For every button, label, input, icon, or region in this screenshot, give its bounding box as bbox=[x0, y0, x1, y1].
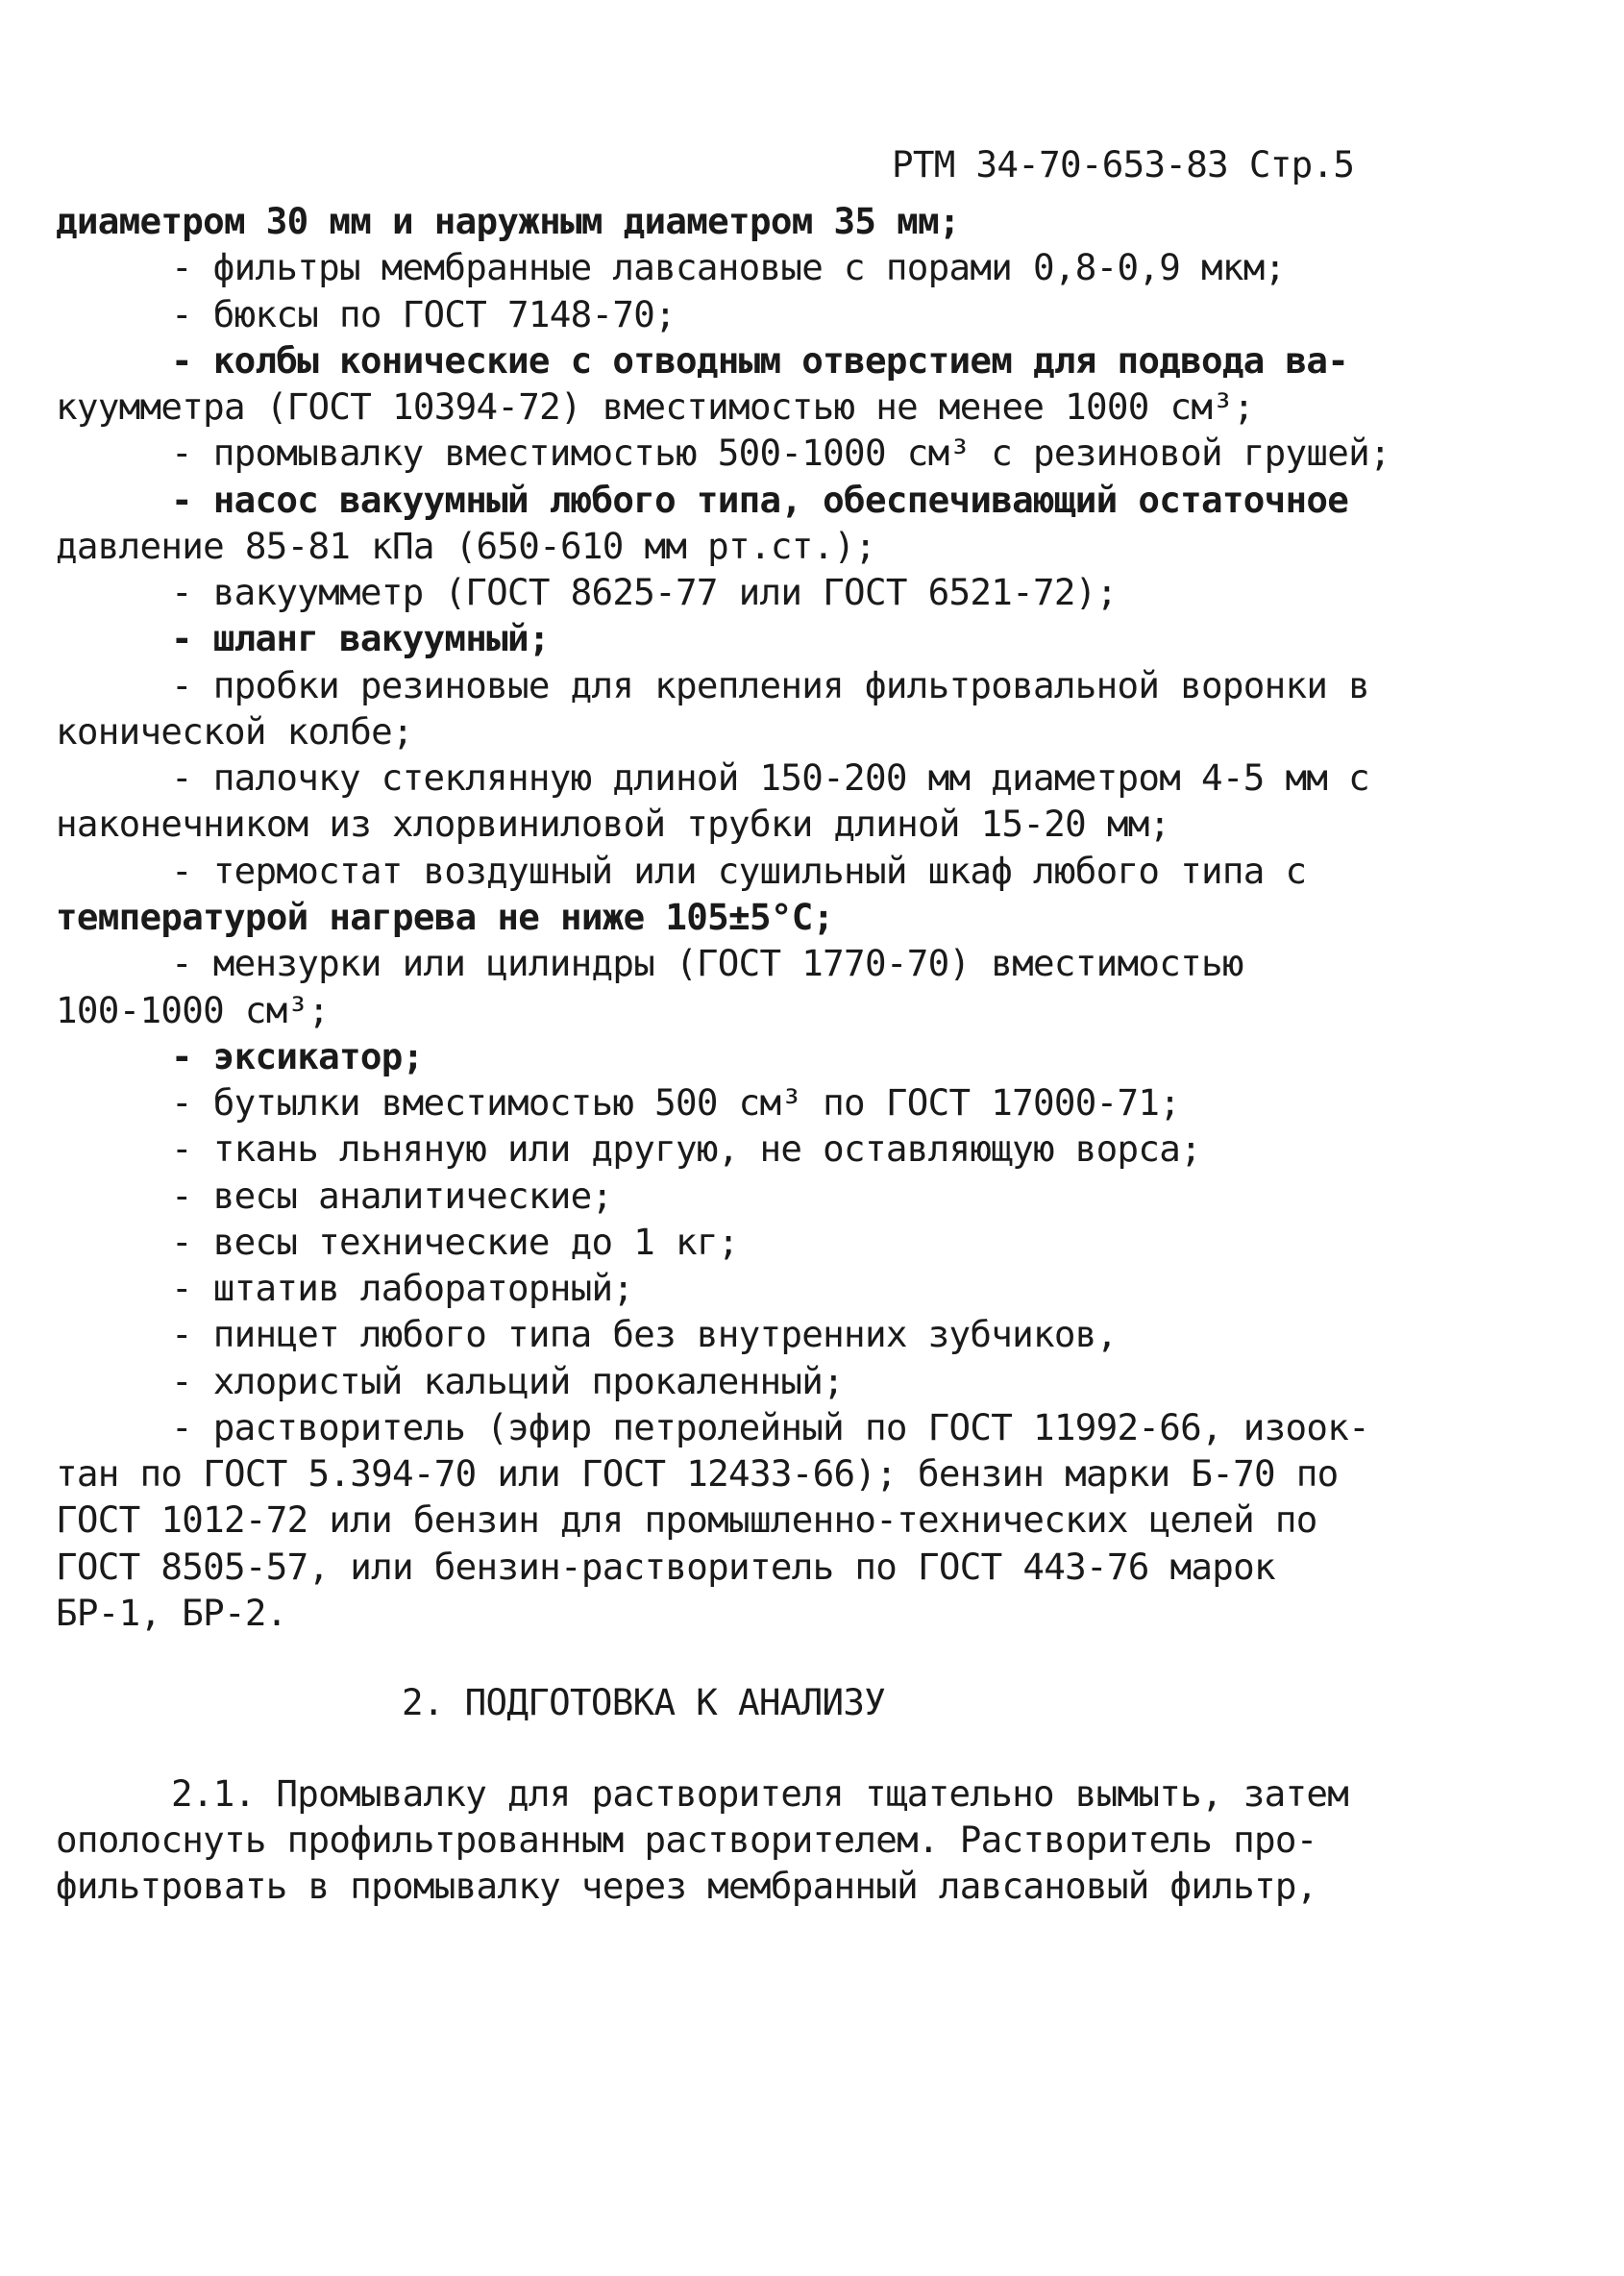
page-header: РТМ 34-70-653-83 Стр.5 bbox=[892, 143, 1355, 186]
text-line: ГОСТ 1012-72 или бензин для промышленно-технических целей по bbox=[56, 1498, 1317, 1541]
text-line: ГОСТ 8505-57, или бензин-растворитель по ГОСТ 443-76 марок bbox=[56, 1546, 1275, 1588]
text-line: - колбы конические с отводным отверстием для подвода ва- bbox=[171, 339, 1349, 382]
text-line: - хлористый кальций прокаленный; bbox=[171, 1360, 845, 1402]
text-line: - пинцет любого типа без внутренних зубчиков, bbox=[171, 1313, 1118, 1355]
text-line: - весы аналитические; bbox=[171, 1175, 613, 1217]
text-line: - мензурки или цилиндры (ГОСТ 1770-70) вместимостью bbox=[171, 942, 1243, 984]
text-line: - палочку стеклянную длиной 150-200 мм диаметром 4-5 мм с bbox=[171, 756, 1369, 799]
text-line: - бутылки вместимостью 500 см³ по ГОСТ 17000-71; bbox=[171, 1081, 1181, 1124]
text-line: БР-1, БР-2. bbox=[56, 1592, 287, 1634]
text-line: - насос вакуумный любого типа, обеспечивающий остаточное bbox=[171, 479, 1349, 521]
text-line: - вакуумметр (ГОСТ 8625-77 или ГОСТ 6521-72); bbox=[171, 571, 1118, 613]
text-line: - фильтры мембранные лавсановые с порами 0,8-0,9 мкм; bbox=[171, 246, 1286, 288]
text-line: конической колбе; bbox=[56, 710, 413, 753]
section-heading: 2. ПОДГОТОВКА К АНАЛИЗУ bbox=[402, 1681, 886, 1723]
text-line: - термостат воздушный или сушильный шкаф любого типа с bbox=[171, 850, 1307, 892]
text-line: - эксикатор; bbox=[171, 1035, 424, 1077]
text-line: - растворитель (эфир петролейный по ГОСТ 11992-66, изоок- bbox=[171, 1406, 1369, 1448]
text-line: 100-1000 см³; bbox=[56, 989, 330, 1031]
text-line: наконечником из хлорвиниловой трубки длиной 15-20 мм; bbox=[56, 803, 1170, 845]
text-line: - весы технические до 1 кг; bbox=[171, 1221, 739, 1263]
text-line: фильтровать в промывалку через мембранный лавсановый фильтр, bbox=[56, 1865, 1317, 1907]
text-line: 2.1. Промывалку для растворителя тщательно вымыть, затем bbox=[171, 1772, 1349, 1815]
text-line: - пробки резиновые для крепления фильтровальной воронки в bbox=[171, 664, 1369, 706]
text-line: - бюксы по ГОСТ 7148-70; bbox=[171, 293, 677, 335]
text-line: температурой нагрева не ниже 105±5°С; bbox=[56, 896, 834, 938]
text-line: давление 85-81 кПа (650-610 мм рт.ст.); bbox=[56, 525, 876, 567]
text-line: - штатив лабораторный; bbox=[171, 1267, 634, 1309]
text-line: - ткань льняную или другую, не оставляющую ворса; bbox=[171, 1127, 1201, 1170]
text-line: диаметром 30 мм и наружным диаметром 35 мм; bbox=[56, 200, 960, 242]
text-line: ополоснуть профильтрованным растворителем. Растворитель про- bbox=[56, 1818, 1317, 1861]
text-line: тан по ГОСТ 5.394-70 или ГОСТ 12433-66); бензин марки Б-70 по bbox=[56, 1452, 1339, 1495]
text-line: куумметра (ГОСТ 10394-72) вместимостью не менее 1000 см³; bbox=[56, 385, 1254, 428]
text-line: - промывалку вместимостью 500-1000 см³ с резиновой грушей; bbox=[171, 432, 1390, 474]
text-line: - шланг вакуумный; bbox=[171, 617, 550, 659]
